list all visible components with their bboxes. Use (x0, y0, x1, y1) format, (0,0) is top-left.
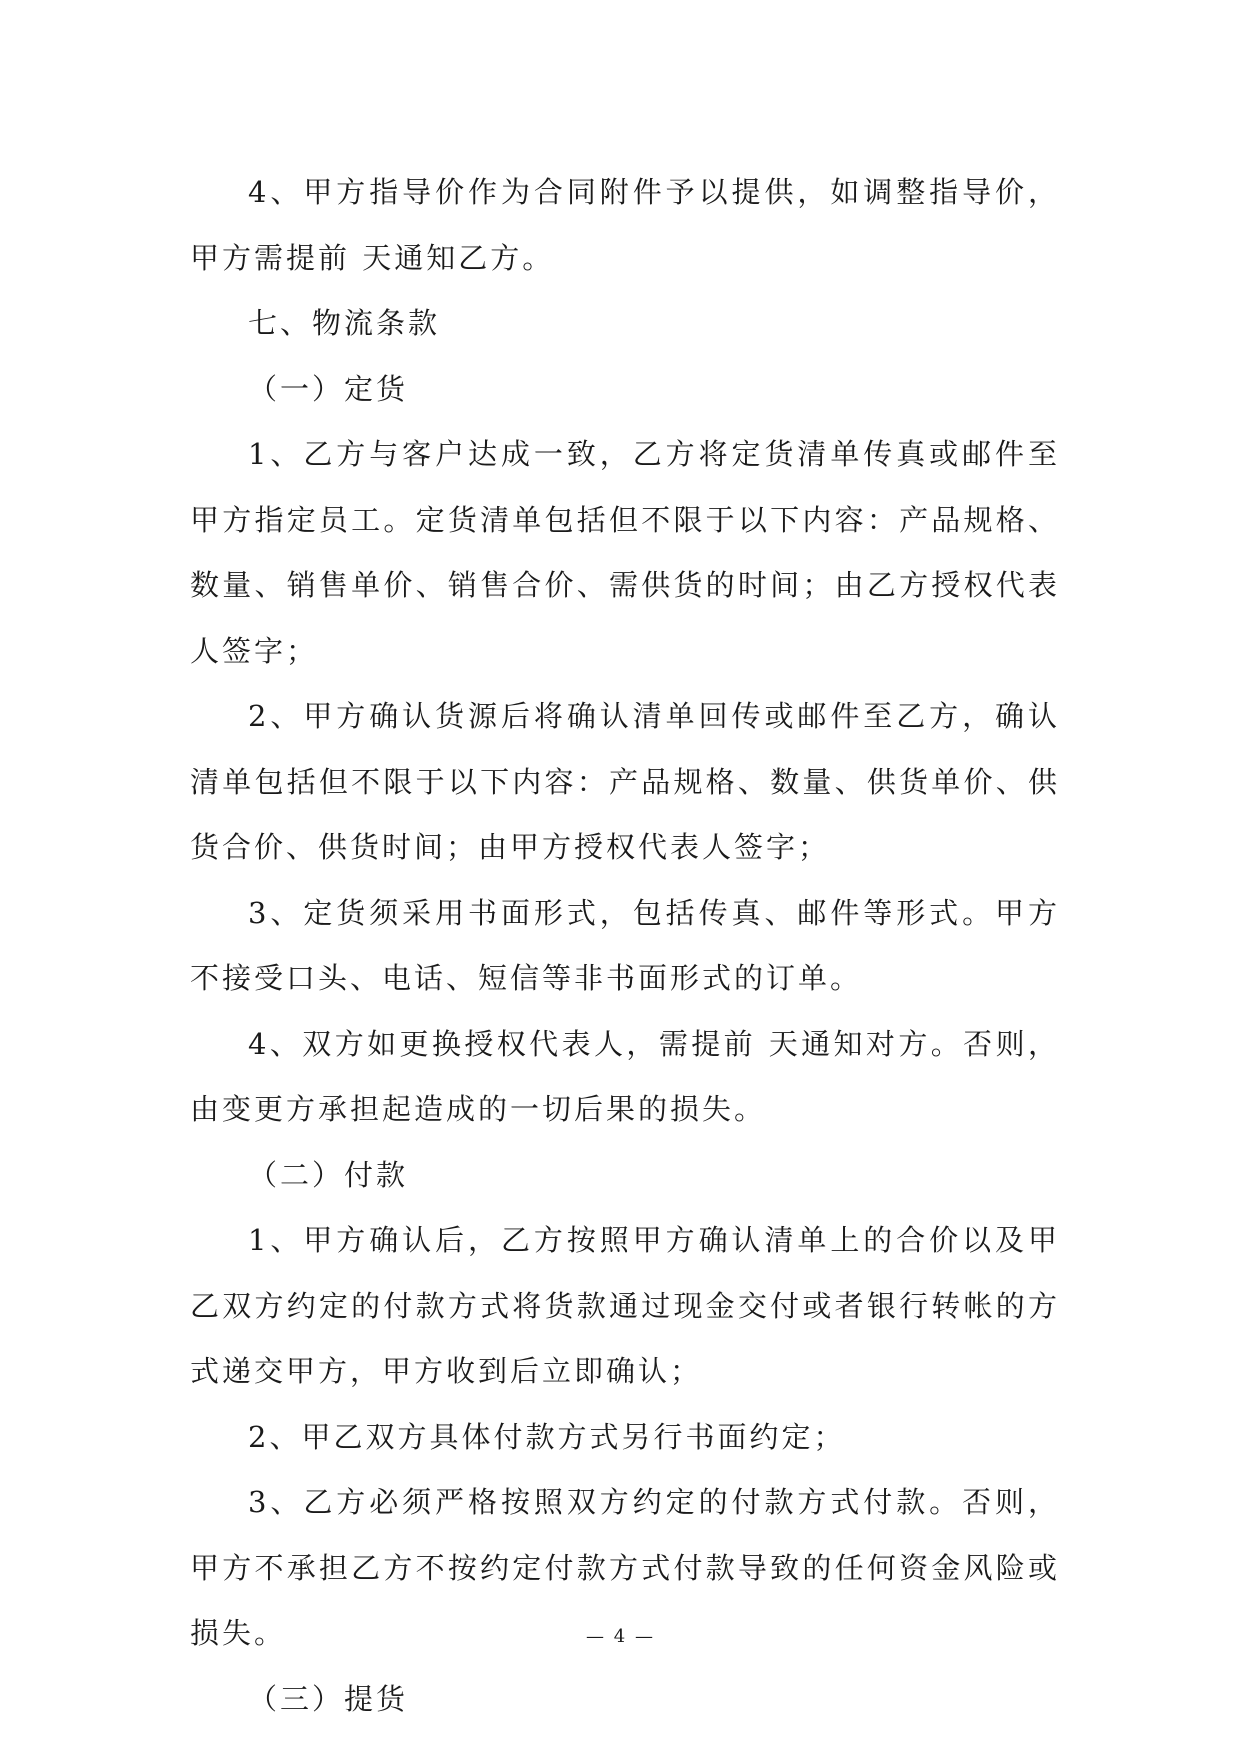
subsection-heading-order: （一）定货 (248, 371, 409, 406)
subsection-heading-payment: （二）付款 (248, 1157, 409, 1192)
paragraph-payment-1: 1、甲方确认后，乙方按照甲方确认清单上的合价以及甲乙双方约定的付款方式将货款通过现金交付或者银行转帐的方式递交甲方，甲方收到后立即确认； (190, 1223, 1060, 1388)
paragraph-order-4: 4、双方如更换授权代表人，需提前 天通知对方。否则，由变更方承担起造成的一切后果的损失。 (190, 1026, 1060, 1126)
paragraph-order-2: 2、甲方确认货源后将确认清单回传或邮件至乙方，确认清单包括但不限于以下内容：产品规格、数量、供货单价、供货合价、供货时间；由甲方授权代表人签字； (190, 699, 1060, 864)
document-body (190, 160, 1060, 1732)
page-number: — 4 — (586, 1626, 655, 1647)
paragraph-payment-3: 3、乙方必须严格按照双方约定的付款方式付款。否则，甲方不承担乙方不按约定付款方式付款导致的任何资金风险或损失。 (190, 1485, 1060, 1650)
section-heading-logistics: 七、物流条款 (248, 306, 441, 340)
paragraph-order-3: 3、定货须采用书面形式，包括传真、邮件等形式。甲方不接受口头、电话、短信等非书面形式的订单。 (190, 895, 1060, 995)
paragraph-guide-price: 4、甲方指导价作为合同附件予以提供，如调整指导价，甲方需提前 天通知乙方。 (190, 175, 1060, 275)
paragraph-order-1: 1、乙方与客户达成一致，乙方将定货清单传真或邮件至甲方指定员工。定货清单包括但不限于以下内容：产品规格、数量、销售单价、销售合价、需供货的时间；由乙方授权代表人签字； (190, 437, 1060, 668)
paragraph-payment-2: 2、甲乙双方具体付款方式另行书面约定； (248, 1419, 846, 1454)
subsection-heading-pickup: （三）提货 (248, 1681, 409, 1716)
